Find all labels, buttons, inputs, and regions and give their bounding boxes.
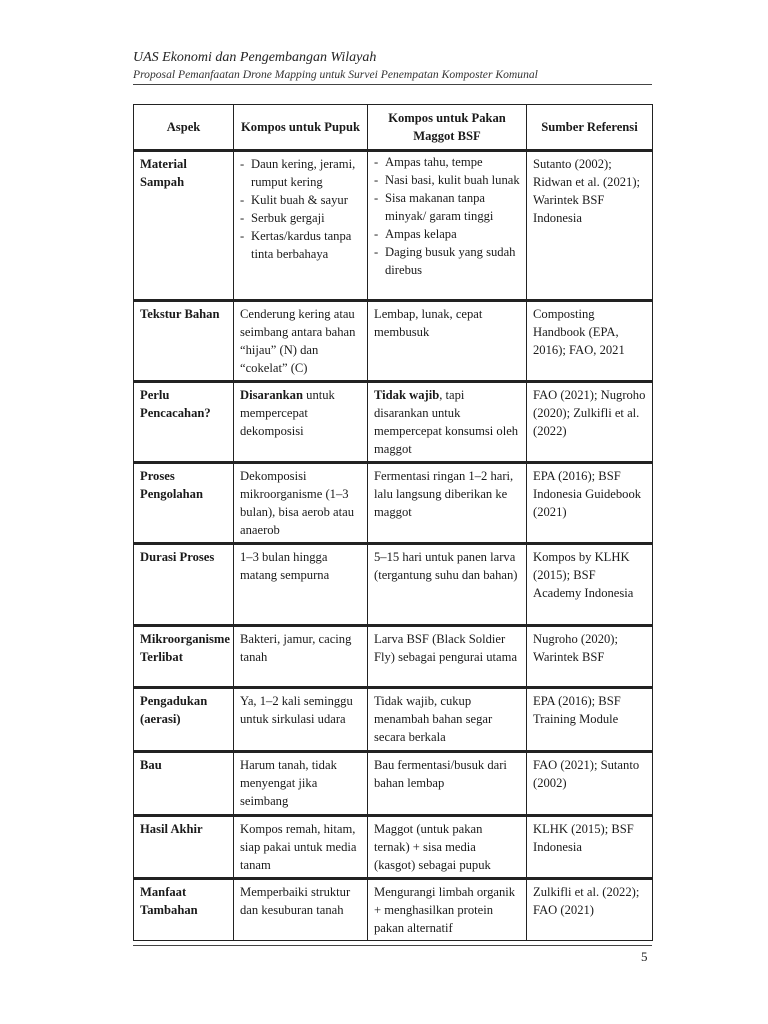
- cell-maggot: Lembap, lunak, cepat membusuk: [368, 301, 527, 382]
- list-item: - Ampas tahu, tempe: [374, 153, 520, 171]
- cell-pupuk: Dekomposisi mikroorganisme (1–3 bulan), bisa aerob atau anaerob: [234, 463, 368, 544]
- page-number: 5: [641, 949, 648, 964]
- cell-pupuk: [234, 151, 368, 301]
- cell-sumber: EPA (2016); BSF Training Module: [527, 688, 653, 752]
- cell-pupuk: Ya, 1–2 kali seminggu untuk sirkulasi udara: [234, 688, 368, 752]
- cell-sumber: Sutanto (2002); Ridwan et al. (2021); Warintek BSF Indonesia: [527, 151, 653, 301]
- column-header-sumber: Sumber Referensi: [527, 105, 653, 151]
- maggot-material-list: [374, 153, 520, 279]
- list-item: - Kulit buah & sayur: [240, 191, 361, 209]
- cell-pupuk: Kompos remah, hitam, siap pakai untuk media tanam: [234, 816, 368, 879]
- table-row: [134, 752, 653, 816]
- cell-sumber: KLHK (2015); BSF Indonesia: [527, 816, 653, 879]
- cell-aspek: Material Sampah: [134, 151, 234, 301]
- cell-sumber: Nugroho (2020); Warintek BSF: [527, 626, 653, 688]
- cell-aspek: Perlu Pencacahan?: [134, 382, 234, 463]
- cell-pupuk: Cenderung kering atau seimbang antara bahan “hijau” (N) dan “cokelat” (C): [234, 301, 368, 382]
- cell-maggot: Maggot (untuk pakan ternak) + sisa media (kasgot) sebagai pupuk: [368, 816, 527, 879]
- header-rule: [133, 84, 652, 85]
- emphasis-text: Tidak wajib: [374, 388, 440, 402]
- list-item: - Kertas/kardus tanpa tinta berbahaya: [240, 227, 361, 263]
- column-header-maggot: Kompos untuk Pakan Maggot BSF: [368, 105, 527, 151]
- column-header-aspek: Aspek: [134, 105, 234, 151]
- list-item: - Serbuk gergaji: [240, 209, 361, 227]
- cell-text: , tapi disarankan untuk mempercepat konsumsi oleh maggot: [374, 388, 519, 456]
- list-item: - Ampas kelapa: [374, 225, 520, 243]
- cell-pupuk: Memperbaiki struktur dan kesuburan tanah: [234, 879, 368, 941]
- cell-aspek: Tekstur Bahan: [134, 301, 234, 382]
- table-row: [134, 626, 653, 688]
- cell-aspek: Manfaat Tambahan: [134, 879, 234, 941]
- table-row: [134, 879, 653, 941]
- cell-pupuk: 1–3 bulan hingga matang sempurna: [234, 544, 368, 626]
- cell-sumber: Zulkifli et al. (2022); FAO (2021): [527, 879, 653, 941]
- cell-maggot: Larva BSF (Black Soldier Fly) sebagai pengurai utama: [368, 626, 527, 688]
- footer-rule: [133, 945, 652, 946]
- list-item: - Daging busuk yang sudah direbus: [374, 243, 520, 279]
- list-item: - Sisa makanan tanpa minyak/ garam tinggi: [374, 189, 520, 225]
- cell-sumber: Composting Handbook (EPA, 2016); FAO, 2021: [527, 301, 653, 382]
- running-header-title: UAS Ekonomi dan Pengembangan Wilayah: [133, 50, 377, 65]
- cell-aspek: Bau: [134, 752, 234, 816]
- cell-pupuk: Harum tanah, tidak menyengat jika seimbang: [234, 752, 368, 816]
- cell-maggot: [368, 382, 527, 463]
- table-row: [134, 463, 653, 544]
- list-item: - Nasi basi, kulit buah lunak: [374, 171, 520, 189]
- table-row: [134, 544, 653, 626]
- cell-aspek: Mikroorganisme Terlibat: [134, 626, 234, 688]
- cell-maggot: Tidak wajib, cukup menambah bahan segar secara berkala: [368, 688, 527, 752]
- cell-sumber: Kompos by KLHK (2015); BSF Academy Indonesia: [527, 544, 653, 626]
- cell-maggot: Fermentasi ringan 1–2 hari, lalu langsung diberikan ke maggot: [368, 463, 527, 544]
- cell-aspek: Hasil Akhir: [134, 816, 234, 879]
- cell-sumber: FAO (2021); Nugroho (2020); Zulkifli et al. (2022): [527, 382, 653, 463]
- cell-aspek: Durasi Proses: [134, 544, 234, 626]
- table-row: [134, 688, 653, 752]
- pupuk-material-list: [240, 155, 361, 263]
- comparison-table: [133, 104, 653, 941]
- cell-aspek: Pengadukan (aerasi): [134, 688, 234, 752]
- cell-pupuk: Bakteri, jamur, cacing tanah: [234, 626, 368, 688]
- cell-maggot: [368, 151, 527, 301]
- table-row: [134, 151, 653, 301]
- cell-maggot: Mengurangi limbah organik + menghasilkan protein pakan alternatif: [368, 879, 527, 941]
- table-row: [134, 382, 653, 463]
- cell-pupuk: [234, 382, 368, 463]
- cell-sumber: EPA (2016); BSF Indonesia Guidebook (2021): [527, 463, 653, 544]
- list-item: - Daun kering, jerami, rumput kering: [240, 155, 361, 191]
- table-header-row: [134, 105, 653, 151]
- column-header-pupuk: Kompos untuk Pupuk: [234, 105, 368, 151]
- emphasis-text: Disarankan: [240, 388, 303, 402]
- cell-text: untuk mempercepat dekomposisi: [240, 388, 335, 438]
- cell-sumber: FAO (2021); Sutanto (2002): [527, 752, 653, 816]
- cell-maggot: Bau fermentasi/busuk dari bahan lembap: [368, 752, 527, 816]
- running-header-subtitle: Proposal Pemanfaatan Drone Mapping untuk Survei Penempatan Komposter Komunal: [133, 68, 538, 81]
- cell-aspek: Proses Pengolahan: [134, 463, 234, 544]
- cell-maggot: 5–15 hari untuk panen larva (tergantung suhu dan bahan): [368, 544, 527, 626]
- table-row: [134, 301, 653, 382]
- table-row: [134, 816, 653, 879]
